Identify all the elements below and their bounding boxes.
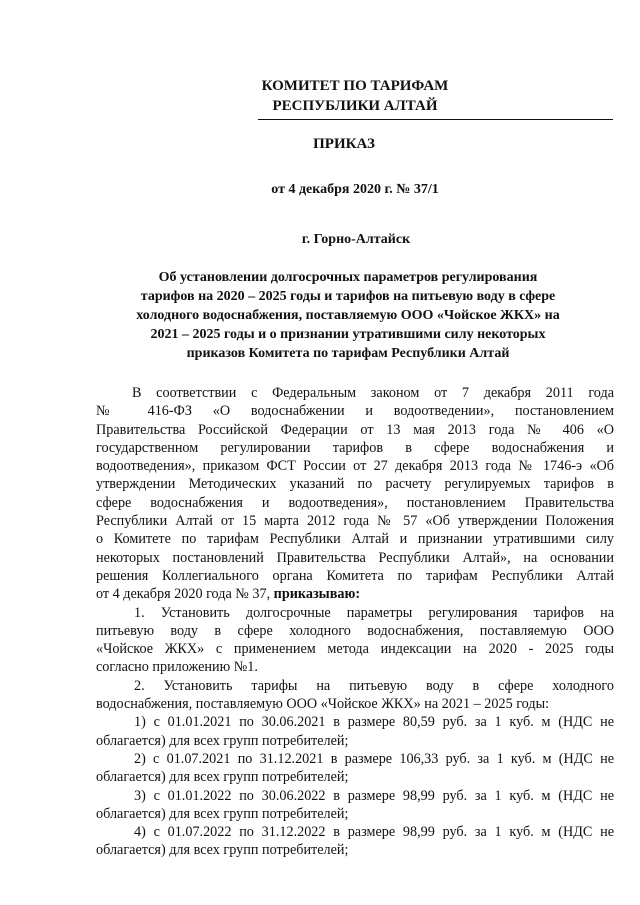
item1-line: 1. Установить долгосрочные параметры регулирования тарифов на [134, 604, 614, 621]
preamble-line: сфере водоснабжения и водоотведения», постановлением Правительства [96, 494, 614, 511]
document-type: ПРИКАЗ [313, 136, 375, 152]
org-name-line1: КОМИТЕТ ПО ТАРИФАМ [261, 78, 449, 94]
document-body [96, 384, 614, 860]
preamble-line: В соответствии с Федеральным законом от 7 декабря 2011 года [132, 385, 614, 401]
preamble-line: Правительства Российской Федерации от 13 мая 2013 года № 406 «О [96, 421, 614, 438]
title-line: Об установлении долгосрочных параметров регулирования [158, 270, 538, 285]
preamble-line: решения Коллегиального органа Комитета по тарифам Республики Алтай [96, 567, 614, 584]
order-date-number: от 4 декабря 2020 г. № 37/1 [271, 182, 439, 197]
preamble-final-line [96, 585, 614, 603]
preamble-line: Республики Алтай от 15 марта 2012 года № 57 «Об утверждении Положения [96, 513, 614, 530]
order-word: приказываю: [273, 586, 361, 603]
city: г. Горно-Алтайск [301, 232, 411, 247]
preamble-line: № 416-ФЗ «О водоснабжении и водоотведении», постановлением [96, 403, 614, 420]
item1-line: согласно приложению №1. [96, 659, 258, 676]
tariff-line: 2) с 01.07.2021 по 31.12.2021 в размере 106,33 руб. за 1 куб. м (НДС не [134, 750, 614, 767]
tariff-line: 3) с 01.01.2022 по 30.06.2022 в размере 98,99 руб. за 1 куб. м (НДС не [134, 787, 614, 804]
tariff-line: 4) с 01.07.2022 по 31.12.2022 в размере 98,99 руб. за 1 куб. м (НДС не [134, 824, 614, 841]
preamble-line: некоторых постановлений Правительства Республики Алтай», на основании [96, 549, 614, 566]
preamble-line: о Комитете по тарифам Республики Алтай и признании утратившими силу [96, 531, 614, 548]
preamble-line: утверждении Методических указаний по расчету регулируемых тарифов в [96, 476, 614, 493]
tariff-line: облагается) для всех групп потребителей; [96, 805, 349, 822]
tariff-line: облагается) для всех групп потребителей; [96, 769, 349, 786]
title-line: 2021 – 2025 годы и о признании утратившими силу некоторых [150, 327, 546, 342]
item2-line: 2. Установить тарифы на питьевую воду в сфере холодного [134, 677, 614, 694]
document-title [96, 268, 600, 363]
title-line: тарифов на 2020 – 2025 годы и тарифов на питьевую воду в сфере [140, 289, 556, 304]
preamble-line: водоотведения», приказом ФСТ России от 27 декабря 2013 года № 1746-э «Об [96, 458, 614, 475]
preamble-line: государственном регулировании тарифов в сфере водоснабжения и [96, 439, 614, 456]
tariff-line: 1) с 01.01.2021 по 30.06.2021 в размере 80,59 руб. за 1 куб. м (НДС не [134, 714, 614, 731]
preamble-final-text: от 4 декабря 2020 года № 37, [96, 586, 274, 603]
item1-line: питьевую воду в сфере холодного водоснабжения, поставляемую ООО [96, 622, 614, 639]
title-line: холодного водоснабжения, поставляемую ООО «Чойское ЖКХ» на [136, 308, 560, 323]
org-name-line2: РЕСПУБЛИКИ АЛТАЙ [272, 98, 438, 114]
tariff-line: облагается) для всех групп потребителей; [96, 842, 349, 859]
header-rule [258, 119, 613, 120]
tariff-line: облагается) для всех групп потребителей; [96, 732, 349, 749]
item1-line: «Чойское ЖКХ» с применением метода индексации на 2020 - 2025 годы [96, 641, 614, 658]
item2-line: водоснабжения, поставляемую ООО «Чойское ЖКХ» на 2021 – 2025 годы: [96, 696, 550, 713]
title-line: приказов Комитета по тарифам Республики Алтай [186, 346, 510, 361]
